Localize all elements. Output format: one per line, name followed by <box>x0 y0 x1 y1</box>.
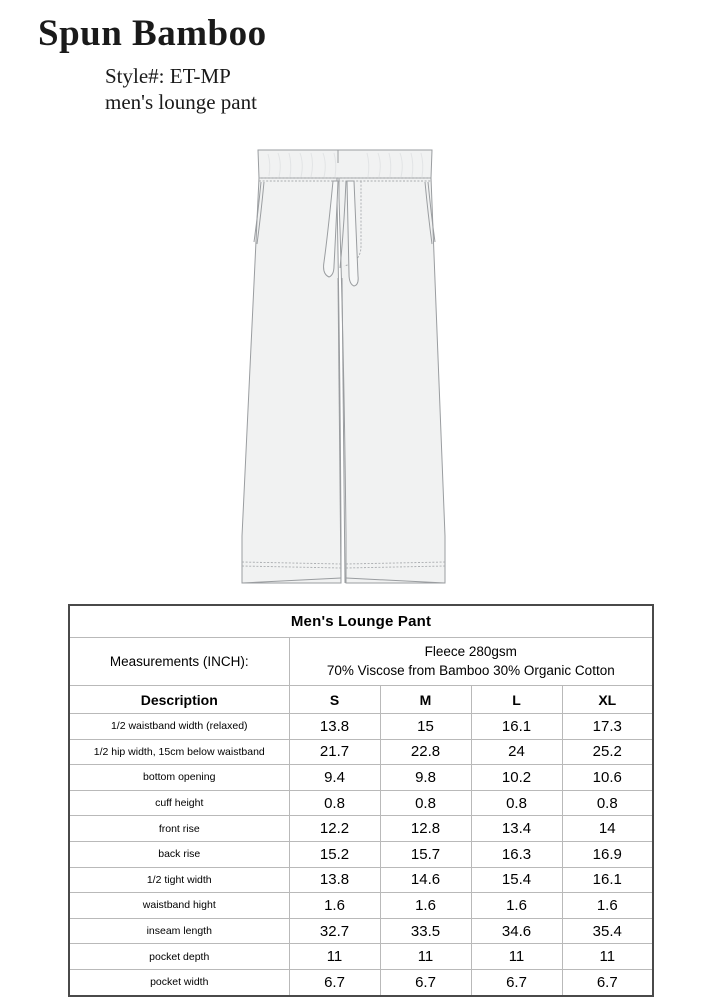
row-value-m: 12.8 <box>380 816 471 842</box>
row-description: 1/2 waistband width (relaxed) <box>69 714 289 740</box>
table-title-row <box>69 605 653 638</box>
fabric-composition <box>289 638 653 686</box>
row-value-s: 32.7 <box>289 918 380 944</box>
fabric-line-2: 70% Viscose from Bamboo 30% Organic Cotton <box>326 662 615 678</box>
row-value-xl: 17.3 <box>562 714 653 740</box>
row-value-m: 11 <box>380 944 471 970</box>
row-description: waistband hight <box>69 893 289 919</box>
row-value-m: 9.8 <box>380 765 471 791</box>
row-value-s: 12.2 <box>289 816 380 842</box>
row-value-xl: 1.6 <box>562 893 653 919</box>
row-value-s: 1.6 <box>289 893 380 919</box>
row-value-xl: 35.4 <box>562 918 653 944</box>
row-value-m: 0.8 <box>380 790 471 816</box>
row-description: pocket depth <box>69 944 289 970</box>
table-title: Men's Lounge Pant <box>69 605 653 638</box>
table-row <box>69 944 653 970</box>
table-row <box>69 893 653 919</box>
row-value-s: 13.8 <box>289 714 380 740</box>
row-value-xl: 16.1 <box>562 867 653 893</box>
row-value-m: 22.8 <box>380 739 471 765</box>
row-value-m: 15.7 <box>380 841 471 867</box>
row-value-xl: 14 <box>562 816 653 842</box>
column-header-description: Description <box>69 686 289 714</box>
table-row <box>69 841 653 867</box>
row-value-l: 1.6 <box>471 893 562 919</box>
table-row <box>69 918 653 944</box>
size-spec-table <box>68 604 654 997</box>
row-value-l: 15.4 <box>471 867 562 893</box>
fabric-line-1: Fleece 280gsm <box>424 643 517 659</box>
row-value-xl: 10.6 <box>562 765 653 791</box>
row-description: back rise <box>69 841 289 867</box>
row-value-m: 1.6 <box>380 893 471 919</box>
table-row <box>69 969 653 995</box>
row-value-l: 10.2 <box>471 765 562 791</box>
row-description: bottom opening <box>69 765 289 791</box>
style-number: Style#: ET-MP <box>105 63 231 88</box>
table-row <box>69 714 653 740</box>
row-value-l: 16.3 <box>471 841 562 867</box>
page-header <box>0 0 720 115</box>
column-header-row <box>69 686 653 714</box>
technical-flat-sketch <box>228 138 488 593</box>
row-value-s: 21.7 <box>289 739 380 765</box>
row-value-s: 13.8 <box>289 867 380 893</box>
row-value-m: 33.5 <box>380 918 471 944</box>
row-description: cuff height <box>69 790 289 816</box>
row-description: pocket width <box>69 969 289 995</box>
row-value-xl: 16.9 <box>562 841 653 867</box>
row-value-m: 15 <box>380 714 471 740</box>
row-value-l: 24 <box>471 739 562 765</box>
row-value-m: 6.7 <box>380 969 471 995</box>
row-value-s: 11 <box>289 944 380 970</box>
table-row <box>69 765 653 791</box>
row-value-xl: 6.7 <box>562 969 653 995</box>
table-row <box>69 867 653 893</box>
column-header-s: S <box>289 686 380 714</box>
row-value-xl: 0.8 <box>562 790 653 816</box>
row-value-xl: 25.2 <box>562 739 653 765</box>
table-row <box>69 816 653 842</box>
column-header-m: M <box>380 686 471 714</box>
row-value-m: 14.6 <box>380 867 471 893</box>
measurements-row <box>69 638 653 686</box>
column-header-xl: XL <box>562 686 653 714</box>
row-value-xl: 11 <box>562 944 653 970</box>
row-value-l: 11 <box>471 944 562 970</box>
product-name: men's lounge pant <box>105 89 257 114</box>
row-description: inseam length <box>69 918 289 944</box>
row-value-s: 6.7 <box>289 969 380 995</box>
table-row <box>69 739 653 765</box>
measurements-label: Measurements (INCH): <box>69 638 289 686</box>
row-description: front rise <box>69 816 289 842</box>
row-description: 1/2 hip width, 15cm below waistband <box>69 739 289 765</box>
row-description: 1/2 tight width <box>69 867 289 893</box>
row-value-l: 13.4 <box>471 816 562 842</box>
row-value-s: 9.4 <box>289 765 380 791</box>
row-value-s: 0.8 <box>289 790 380 816</box>
row-value-s: 15.2 <box>289 841 380 867</box>
row-value-l: 34.6 <box>471 918 562 944</box>
column-header-l: L <box>471 686 562 714</box>
row-value-l: 16.1 <box>471 714 562 740</box>
table-row <box>69 790 653 816</box>
brand-title: Spun Bamboo <box>38 13 267 54</box>
row-value-l: 6.7 <box>471 969 562 995</box>
row-value-l: 0.8 <box>471 790 562 816</box>
